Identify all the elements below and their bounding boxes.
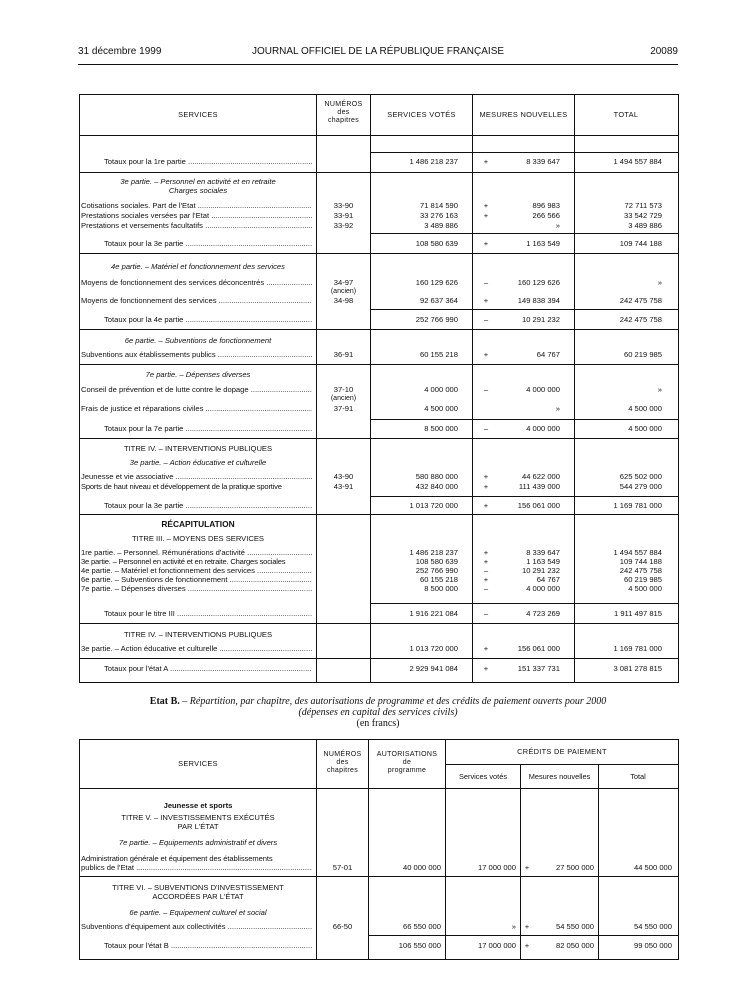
header-date: 31 décembre 1999 bbox=[78, 46, 162, 57]
table-a-col-divider bbox=[370, 94, 371, 682]
cell-total: 109 744 188 bbox=[619, 557, 662, 566]
part-heading: Charges sociales bbox=[168, 186, 228, 195]
cell-total: 544 279 000 bbox=[619, 482, 662, 491]
row-label: Subventions aux établissements publics ..... bbox=[81, 350, 312, 359]
cell-votes: 1 916 221 084 bbox=[409, 609, 458, 618]
cell-total: » bbox=[657, 278, 662, 287]
row-label: Prestations et versements facultatifs ..... bbox=[81, 221, 312, 230]
cell-chapter: 43-90 bbox=[333, 472, 354, 481]
cell-chapter: 33-92 bbox=[333, 221, 354, 230]
cell-votes: 17 000 000 bbox=[477, 941, 516, 950]
section-rule bbox=[79, 364, 678, 365]
cell-total: 60 219 985 bbox=[623, 575, 662, 584]
cell-votes: 1 013 720 000 bbox=[409, 644, 458, 653]
titre-heading: TITRE IV. – INTERVENTIONS PUBLIQUES bbox=[123, 444, 273, 453]
cell-votes: 108 580 639 bbox=[415, 239, 458, 248]
row-label: Subventions d'équipement aux collectivités ..... bbox=[81, 922, 312, 931]
cell-mesures: 8 339 647 bbox=[526, 157, 560, 166]
cell-sign: + bbox=[483, 296, 489, 305]
cell-total: 54 550 000 bbox=[633, 922, 672, 931]
row-label: 1re partie. – Personnel. Rémunérations d'activité ..... bbox=[81, 548, 312, 557]
cell-votes: 108 580 639 bbox=[415, 557, 458, 566]
cell-sign: + bbox=[483, 548, 489, 557]
row-label: Administration générale et équipement des établissements bbox=[81, 854, 273, 863]
cell-mesures: » bbox=[555, 221, 560, 230]
titre-heading: TITRE III. – MOYENS DES SERVICES bbox=[132, 534, 264, 543]
row-label: 4e partie. – Matériel et fonctionnement des services ..... bbox=[81, 566, 312, 575]
row-label: Moyens de fonctionnement des services déconcentrés ..... bbox=[81, 278, 312, 287]
row-label: Frais de justice et réparations civiles ..... bbox=[81, 404, 312, 413]
section-rule bbox=[79, 172, 678, 173]
cell-chapter: 66-50 bbox=[332, 922, 353, 931]
page-header bbox=[78, 46, 678, 60]
cell-sign: – bbox=[483, 385, 489, 394]
section-heading: Jeunesse et sports bbox=[163, 801, 233, 810]
cell-votes: 160 129 626 bbox=[415, 278, 458, 287]
cell-mesures: 27 500 000 bbox=[555, 863, 594, 872]
row-label: Totaux pour le titre III ..... bbox=[104, 609, 312, 618]
header-page-number: 20089 bbox=[650, 46, 678, 57]
cell-chapter-note: (ancien) bbox=[330, 288, 357, 295]
part-heading: 7e partie. – Equipements administratif et divers bbox=[118, 838, 278, 847]
cell-chapter: 43-91 bbox=[333, 482, 354, 491]
cell-chapter: 33-91 bbox=[333, 211, 354, 220]
cell-votes: 8 500 000 bbox=[424, 424, 458, 433]
section-rule bbox=[79, 876, 678, 877]
row-label: Conseil de prévention et de lutte contre le dopage ..... bbox=[81, 385, 312, 394]
table-a-col-divider bbox=[472, 94, 473, 682]
col-header-services-votes: SERVICES VOTÉS bbox=[387, 110, 456, 119]
cell-mesures: 10 291 232 bbox=[521, 315, 560, 324]
row-label: Totaux pour la 3e partie ..... bbox=[104, 239, 312, 248]
part-heading: 6e partie. – Subventions de fonctionnement bbox=[124, 336, 272, 345]
cell-sign: + bbox=[483, 472, 489, 481]
cell-votes: 3 489 886 bbox=[424, 221, 458, 230]
cell-mesures: 8 339 647 bbox=[526, 548, 560, 557]
cell-total: 3 081 278 815 bbox=[613, 664, 662, 673]
col-header-mesures-nouvelles: MESURES NOUVELLES bbox=[479, 110, 568, 119]
section-rule bbox=[79, 253, 678, 254]
table-b-header-rule bbox=[79, 788, 678, 789]
cell-votes: 4 500 000 bbox=[424, 404, 458, 413]
cell-votes: 60 155 218 bbox=[419, 350, 458, 359]
row-label: 3e partie. – Personnel en activité et en retraite. Charges sociales bbox=[81, 557, 286, 566]
cell-sign: + bbox=[483, 211, 489, 220]
col-header-total: TOTAL bbox=[613, 110, 639, 119]
row-label: Sports de haut niveau et développement de la pratique sportive bbox=[81, 482, 282, 491]
titre-heading: ACCORDÉES PAR L'ÉTAT bbox=[152, 892, 244, 901]
cell-total: 1 169 781 000 bbox=[613, 501, 662, 510]
cell-total: 1 494 557 884 bbox=[613, 157, 662, 166]
col-header-credits-paiement: CRÉDITS DE PAIEMENT bbox=[517, 747, 607, 756]
cell-mesures: 160 129 626 bbox=[517, 278, 560, 287]
cell-mesures: 54 550 000 bbox=[555, 922, 594, 931]
cell-total: 1 169 781 000 bbox=[613, 644, 662, 653]
credits-header-rule bbox=[445, 764, 678, 765]
cell-sign: + bbox=[483, 501, 489, 510]
cell-votes: 2 929 941 084 bbox=[409, 664, 458, 673]
cell-autorisations: 66 550 000 bbox=[402, 922, 441, 931]
cell-sign: + bbox=[483, 557, 489, 566]
cell-total: » bbox=[657, 385, 662, 394]
cell-sign: + bbox=[524, 863, 530, 872]
cell-total: 33 542 729 bbox=[623, 211, 662, 220]
cell-votes: 8 500 000 bbox=[424, 584, 458, 593]
cell-mesures: 82 050 000 bbox=[555, 941, 594, 950]
row-label: Totaux pour la 1re partie ..... bbox=[104, 157, 312, 166]
cell-sign: + bbox=[483, 157, 489, 166]
col-header-autorisations: AUTORISATIONS de programme bbox=[376, 751, 438, 774]
cell-total: 242 475 758 bbox=[619, 566, 662, 575]
header-rule bbox=[78, 64, 678, 65]
subtotal-rule bbox=[370, 603, 678, 604]
cell-mesures: 1 163 549 bbox=[526, 557, 560, 566]
titre-heading: TITRE VI. – SUBVENTIONS D'INVESTISSEMENT bbox=[112, 883, 284, 892]
cell-votes: 1 486 218 237 bbox=[409, 157, 458, 166]
part-heading: 4e partie. – Matériel et fonctionnement des services bbox=[111, 262, 285, 271]
cell-mesures: 4 000 000 bbox=[526, 584, 560, 593]
etat-b-caption bbox=[78, 696, 678, 707]
cell-sign: + bbox=[483, 664, 489, 673]
cell-votes: 432 840 000 bbox=[415, 482, 458, 491]
cell-sign: – bbox=[483, 278, 489, 287]
cell-sign: – bbox=[483, 609, 489, 618]
cell-total: 4 500 000 bbox=[628, 584, 662, 593]
col-header-numeros: NUMÉROS des chapitres bbox=[323, 751, 362, 774]
subtotal-rule bbox=[370, 152, 678, 153]
header-journal-title: JOURNAL OFFICIEL DE LA RÉPUBLIQUE FRANÇAISE bbox=[251, 46, 505, 57]
cell-sign: + bbox=[483, 239, 489, 248]
cell-mesures: 4 723 269 bbox=[526, 609, 560, 618]
table-a-header-rule bbox=[79, 135, 678, 136]
section-rule bbox=[79, 658, 678, 659]
cell-autorisations: 40 000 000 bbox=[402, 863, 441, 872]
cell-mesures: 111 439 000 bbox=[518, 482, 560, 491]
cell-votes: 17 000 000 bbox=[477, 863, 516, 872]
cell-total: 1 911 497 815 bbox=[614, 609, 662, 618]
subtotal-rule bbox=[368, 935, 678, 936]
row-label: Moyens de fonctionnement des services ..... bbox=[81, 296, 312, 305]
cell-sign: – bbox=[483, 584, 489, 593]
cell-chapter: 57-01 bbox=[332, 863, 353, 872]
cell-sign: + bbox=[483, 201, 489, 210]
subtotal-rule bbox=[370, 496, 678, 497]
section-rule bbox=[79, 623, 678, 624]
col-header-services-votes: Services votés bbox=[458, 772, 508, 781]
part-heading: 6e partie. – Equipement culturel et social bbox=[129, 908, 267, 917]
cell-votes: 60 155 218 bbox=[419, 575, 458, 584]
cell-sign: + bbox=[483, 575, 489, 584]
cell-votes: 92 637 364 bbox=[419, 296, 458, 305]
cell-mesures: 266 566 bbox=[532, 211, 560, 220]
cell-votes: 580 880 000 bbox=[415, 472, 458, 481]
row-label: Totaux pour l'état A ..... bbox=[104, 664, 312, 673]
col-header-mesures-nouvelles: Mesures nouvelles bbox=[528, 772, 591, 781]
subtotal-rule bbox=[370, 309, 678, 310]
cell-chapter: 34-98 bbox=[333, 296, 354, 305]
row-label: 6e partie. – Subventions de fonctionnement ..... bbox=[81, 575, 312, 584]
cell-total: 72 711 573 bbox=[624, 201, 662, 210]
cell-mesures: 156 061 000 bbox=[517, 501, 560, 510]
cell-total: 109 744 188 bbox=[619, 239, 662, 248]
cell-total: 3 489 886 bbox=[628, 221, 662, 230]
cell-mesures: 44 622 000 bbox=[521, 472, 560, 481]
cell-chapter: 37-91 bbox=[333, 404, 354, 413]
part-heading: 3e partie. – Action éducative et culturelle bbox=[129, 458, 267, 467]
cell-mesures: » bbox=[555, 404, 560, 413]
col-header-services: SERVICES bbox=[178, 759, 218, 768]
cell-votes: » bbox=[511, 922, 516, 931]
cell-sign: – bbox=[483, 566, 489, 575]
part-heading: 3e partie. – Personnel en activité et en retraite bbox=[120, 177, 276, 186]
row-label: 7e partie. – Dépenses diverses ..... bbox=[81, 584, 312, 593]
cell-mesures: 896 983 bbox=[532, 201, 560, 210]
cell-total: 625 502 000 bbox=[619, 472, 662, 481]
cell-sign: + bbox=[524, 922, 530, 931]
row-label: Totaux pour la 3e partie ..... bbox=[104, 501, 312, 510]
cell-mesures: 149 838 394 bbox=[517, 296, 560, 305]
cell-chapter: 37-10 bbox=[333, 385, 354, 394]
cell-total: 1 494 557 884 bbox=[613, 548, 662, 557]
cell-mesures: 64 767 bbox=[536, 350, 560, 359]
etat-b-label: Etat B. bbox=[149, 696, 180, 707]
cell-total: 242 475 758 bbox=[619, 315, 662, 324]
cell-votes: 4 000 000 bbox=[424, 385, 458, 394]
row-label: Jeunesse et vie associative ..... bbox=[81, 472, 312, 481]
row-label: Cotisations sociales. Part de l'Etat ..... bbox=[81, 201, 312, 210]
row-label: Totaux pour la 4e partie ..... bbox=[104, 315, 312, 324]
table-a-col-divider bbox=[574, 94, 575, 682]
cell-mesures: 64 767 bbox=[536, 575, 560, 584]
titre-heading: PAR L'ÉTAT bbox=[177, 822, 219, 831]
cell-chapter: 36-91 bbox=[333, 350, 354, 359]
cell-votes: 1 486 218 237 bbox=[409, 548, 458, 557]
etat-b-subtitle: (dépenses en capital des services civils) bbox=[298, 707, 458, 718]
cell-total: 4 500 000 bbox=[628, 404, 662, 413]
titre-heading: TITRE V. – INVESTISSEMENTS EXÉCUTÉS bbox=[121, 813, 275, 822]
row-label: Totaux pour l'état B ..... bbox=[104, 941, 312, 950]
col-header-total: Total bbox=[630, 772, 646, 781]
cell-total: 99 050 000 bbox=[633, 941, 672, 950]
cell-total: 44 500 000 bbox=[633, 863, 672, 872]
cell-sign: + bbox=[483, 350, 489, 359]
cell-votes: 33 276 163 bbox=[419, 211, 458, 220]
row-label: 3e partie. – Action éducative et culturelle ..... bbox=[81, 644, 312, 653]
cell-votes: 1 013 720 000 bbox=[409, 501, 458, 510]
cell-sign: + bbox=[483, 644, 489, 653]
cell-total: 60 219 985 bbox=[623, 350, 662, 359]
cell-chapter-note: (ancien) bbox=[330, 395, 357, 402]
cell-autorisations: 106 550 000 bbox=[398, 941, 441, 950]
row-label-cont: publics de l'Etat ..... bbox=[81, 863, 312, 872]
section-rule bbox=[79, 514, 678, 515]
etat-b-unit: (en francs) bbox=[356, 718, 400, 729]
subtotal-rule bbox=[370, 419, 678, 420]
cell-mesures: 156 061 000 bbox=[517, 644, 560, 653]
etat-b-title: – Répartition, par chapitre, des autorisations de programme et des crédits de paiement ouverts pour 2000 bbox=[182, 696, 607, 707]
cell-chapter: 33-90 bbox=[333, 201, 354, 210]
cell-sign: – bbox=[483, 424, 489, 433]
section-rule bbox=[79, 438, 678, 439]
cell-sign: – bbox=[483, 315, 489, 324]
cell-chapter: 34-97 bbox=[333, 278, 354, 287]
col-header-numeros: NUMÉROS des chapitres bbox=[324, 101, 363, 124]
subtotal-rule bbox=[370, 233, 678, 234]
cell-votes: 71 814 590 bbox=[419, 201, 458, 210]
cell-votes: 252 766 990 bbox=[415, 315, 458, 324]
cell-votes: 252 766 990 bbox=[415, 566, 458, 575]
cell-mesures: 4 000 000 bbox=[526, 385, 560, 394]
cell-mesures: 151 337 731 bbox=[517, 664, 560, 673]
titre-heading: TITRE IV. – INTERVENTIONS PUBLIQUES bbox=[123, 630, 273, 639]
section-rule bbox=[79, 329, 678, 330]
cell-mesures: 10 291 232 bbox=[521, 566, 560, 575]
cell-total: 242 475 758 bbox=[619, 296, 662, 305]
recap-heading: RÉCAPITULATION bbox=[161, 519, 235, 529]
cell-sign: + bbox=[483, 482, 489, 491]
cell-sign: + bbox=[524, 941, 530, 950]
col-header-services: SERVICES bbox=[178, 110, 218, 119]
cell-mesures: 4 000 000 bbox=[526, 424, 560, 433]
row-label: Totaux pour la 7e partie ..... bbox=[104, 424, 312, 433]
cell-mesures: 1 163 549 bbox=[526, 239, 560, 248]
cell-total: 4 500 000 bbox=[628, 424, 662, 433]
part-heading: 7e partie. – Dépenses diverses bbox=[145, 370, 251, 379]
row-label: Prestations sociales versées par l'Etat ..... bbox=[81, 211, 312, 220]
